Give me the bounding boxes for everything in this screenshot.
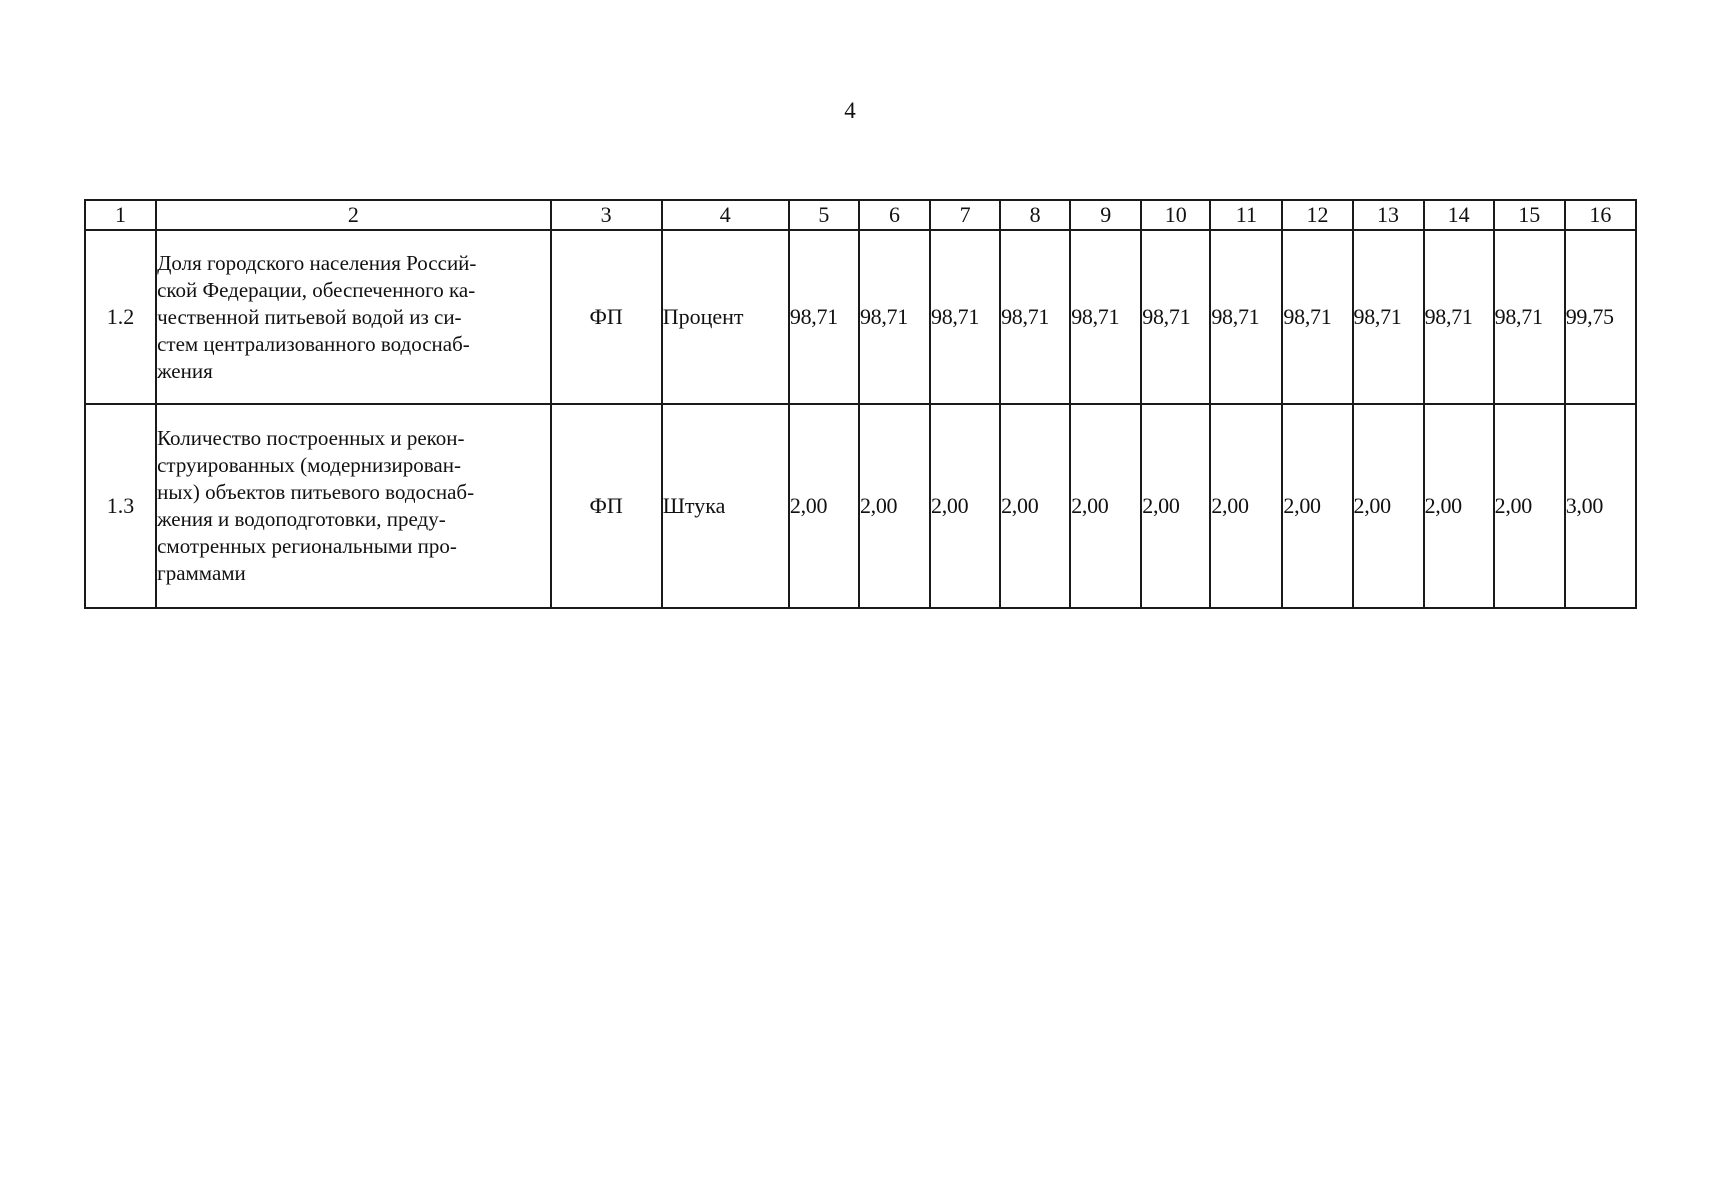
column-header: 15 xyxy=(1494,200,1565,230)
indicator-value: 2,00 xyxy=(1210,404,1282,608)
column-header: 2 xyxy=(156,200,551,230)
indicator-value: 2,00 xyxy=(1494,404,1565,608)
indicator-value: 98,71 xyxy=(1000,230,1070,404)
column-header: 7 xyxy=(930,200,1000,230)
indicator-value: 98,71 xyxy=(1424,230,1494,404)
indicator-source: ФП xyxy=(551,404,662,608)
column-header: 11 xyxy=(1210,200,1282,230)
column-header: 12 xyxy=(1282,200,1352,230)
indicator-value: 2,00 xyxy=(1000,404,1070,608)
indicator-value: 98,71 xyxy=(1141,230,1210,404)
indicator-value: 2,00 xyxy=(789,404,859,608)
page-number: 4 xyxy=(844,98,856,123)
indicator-value: 2,00 xyxy=(1282,404,1352,608)
column-header: 10 xyxy=(1141,200,1210,230)
table-row xyxy=(85,230,1636,404)
indicator-value: 2,00 xyxy=(859,404,930,608)
indicator-value: 98,71 xyxy=(859,230,930,404)
indicator-name: Количество построенных и рекон- струированных (модернизирован- ных) объектов питьевого водоснаб- жения и водоподготовки, преду- смотренных региональными про- граммами xyxy=(156,404,551,608)
column-header: 14 xyxy=(1424,200,1494,230)
indicator-value: 2,00 xyxy=(1353,404,1424,608)
row-number: 1.2 xyxy=(85,230,156,404)
indicator-value: 2,00 xyxy=(1424,404,1494,608)
indicator-value: 98,71 xyxy=(1282,230,1352,404)
table-row xyxy=(85,404,1636,608)
indicator-name: Доля городского населения Россий- ской Федерации, обеспеченного ка- чественной питьевой водой из си- стем централизованного водоснаб- жения xyxy=(156,230,551,404)
indicator-value: 3,00 xyxy=(1565,404,1636,608)
column-header: 5 xyxy=(789,200,859,230)
indicator-value: 2,00 xyxy=(930,404,1000,608)
indicator-source: ФП xyxy=(551,230,662,404)
column-header: 3 xyxy=(551,200,662,230)
indicator-value: 98,71 xyxy=(930,230,1000,404)
column-header: 8 xyxy=(1000,200,1070,230)
indicator-value: 98,71 xyxy=(789,230,859,404)
table-header-row xyxy=(85,200,1636,230)
indicator-value: 98,71 xyxy=(1210,230,1282,404)
indicator-unit: Штука xyxy=(662,404,789,608)
indicator-value: 99,75 xyxy=(1565,230,1636,404)
column-header: 16 xyxy=(1565,200,1636,230)
indicator-value: 98,71 xyxy=(1353,230,1424,404)
column-header: 4 xyxy=(662,200,789,230)
indicator-value: 98,71 xyxy=(1070,230,1141,404)
indicator-value: 2,00 xyxy=(1070,404,1141,608)
column-header: 6 xyxy=(859,200,930,230)
indicator-value: 98,71 xyxy=(1494,230,1565,404)
indicator-value: 2,00 xyxy=(1141,404,1210,608)
column-header: 1 xyxy=(85,200,156,230)
row-number: 1.3 xyxy=(85,404,156,608)
column-header: 13 xyxy=(1353,200,1424,230)
indicators-table xyxy=(84,199,1637,609)
indicator-unit: Процент xyxy=(662,230,789,404)
column-header: 9 xyxy=(1070,200,1141,230)
